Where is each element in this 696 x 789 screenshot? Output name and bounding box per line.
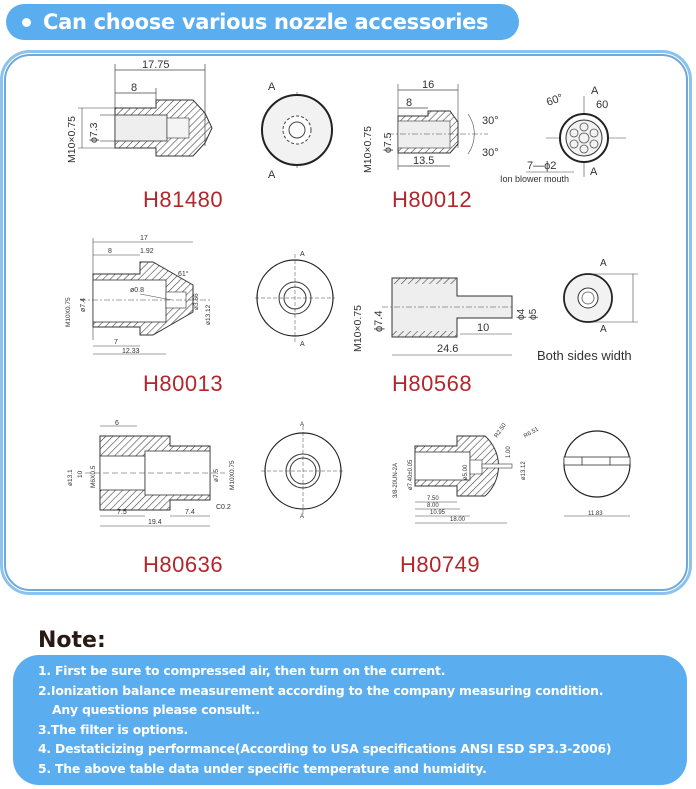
svg-text:6: 6: [115, 420, 119, 427]
nozzle-code-h80568: H80568: [392, 371, 473, 396]
svg-text:17: 17: [140, 235, 148, 242]
svg-text:3/8-20UN-2A: 3/8-20UN-2A: [393, 462, 399, 498]
bullet-icon: [22, 18, 31, 27]
note-item-5: 5. The above table data under specific temperature and humidity.: [38, 760, 487, 776]
svg-text:12.33: 12.33: [122, 348, 140, 355]
drawing-h80636-section: [60, 418, 250, 528]
svg-text:8: 8: [108, 248, 112, 255]
svg-text:16: 16: [422, 79, 435, 91]
section-title: Can choose various nozzle accessories: [43, 10, 489, 34]
nozzle-code-h80749: H80749: [400, 552, 481, 577]
drawing-h80636-end: [258, 420, 348, 520]
svg-text:1.00: 1.00: [506, 446, 512, 458]
svg-text:10: 10: [77, 470, 84, 478]
svg-text:R2.50: R2.50: [493, 422, 508, 440]
drawing-h81480-section: [60, 58, 230, 173]
svg-text:18.00: 18.00: [450, 517, 466, 523]
drawing-h80013-end: [250, 248, 340, 348]
drawing-h80749-end: [560, 428, 640, 523]
svg-text:ϕ4: ϕ4: [516, 308, 527, 320]
svg-text:A: A: [300, 514, 305, 520]
svg-text:7—ϕ2: 7—ϕ2: [527, 160, 557, 172]
svg-text:8: 8: [131, 82, 138, 94]
svg-text:M10×0.75: M10×0.75: [66, 116, 78, 163]
note-item-1: 1. First be sure to compressed air, then turn on the current.: [38, 663, 446, 678]
svg-text:ø13.1: ø13.1: [67, 469, 74, 486]
svg-text:30°: 30°: [482, 147, 499, 159]
svg-text:8: 8: [406, 97, 413, 109]
svg-text:C0.2: C0.2: [216, 504, 231, 511]
svg-text:7.5: 7.5: [117, 509, 127, 516]
svg-text:1.92: 1.92: [140, 248, 154, 255]
svg-text:A: A: [300, 422, 305, 428]
svg-text:A: A: [300, 251, 305, 258]
svg-text:A: A: [300, 341, 305, 348]
svg-text:A: A: [591, 85, 599, 97]
svg-text:7: 7: [114, 339, 118, 346]
svg-text:10.95: 10.95: [430, 510, 446, 516]
svg-text:ø7.5: ø7.5: [213, 468, 220, 482]
drawing-h80568-section: [352, 262, 552, 362]
svg-text:ϕ5: ϕ5: [528, 308, 539, 320]
svg-text:7.4: 7.4: [185, 509, 195, 516]
svg-text:8.00: 8.00: [427, 503, 439, 509]
svg-text:A: A: [268, 81, 276, 93]
drawing-h80012-section: [358, 78, 518, 178]
svg-text:R6.51: R6.51: [523, 426, 540, 440]
nozzle-code-h80013: H80013: [143, 371, 224, 396]
svg-text:19.4: 19.4: [148, 519, 162, 526]
svg-text:11.83: 11.83: [588, 511, 603, 517]
svg-text:30°: 30°: [482, 115, 499, 127]
svg-text:ϕ7.5: ϕ7.5: [382, 132, 394, 153]
drawing-h80013-section: [60, 230, 230, 355]
svg-text:24.6: 24.6: [437, 343, 459, 355]
svg-text:ø7.40±0.05: ø7.40±0.05: [408, 459, 414, 490]
svg-text:ø13.12: ø13.12: [521, 461, 527, 480]
svg-text:M6X0.5: M6X0.5: [90, 465, 97, 488]
svg-text:A: A: [600, 324, 607, 335]
svg-text:M10×0.75: M10×0.75: [362, 126, 374, 173]
svg-text:A: A: [600, 258, 607, 269]
svg-text:M10X0.75: M10X0.75: [65, 297, 72, 327]
drawing-h80012-end: [496, 82, 676, 187]
svg-text:A: A: [268, 169, 276, 180]
svg-text:ϕ7.3: ϕ7.3: [88, 122, 100, 143]
svg-text:60: 60: [596, 99, 609, 111]
nozzle-code-h81480: H81480: [143, 187, 224, 212]
notes-box: [13, 655, 687, 785]
svg-text:ø0.8: ø0.8: [130, 287, 145, 294]
svg-text:ϕ7.4: ϕ7.4: [373, 310, 385, 332]
drawing-h80749-section: [375, 418, 545, 528]
svg-text:7.50: 7.50: [427, 496, 439, 502]
svg-text:ø13.12: ø13.12: [205, 304, 212, 325]
note-item-3: 3.The filter is options.: [38, 721, 189, 737]
note-item-2: 2.Ionization balance measurement according to the company measuring condition.: [38, 682, 604, 698]
svg-text:10: 10: [477, 322, 490, 334]
notes-title: Note:: [38, 628, 106, 653]
svg-text:ø5.00: ø5.00: [463, 464, 469, 480]
note-item-2-cont: Any questions please consult..: [52, 702, 260, 718]
section-header: [6, 4, 519, 40]
svg-text:Ion blower mouth: Ion blower mouth: [500, 174, 570, 184]
drawing-h81480-end: [252, 80, 342, 180]
note-item-4: 4. Destaticizing performance(According to USA specifications ANSI ESD SP3.3-2006): [38, 741, 612, 757]
svg-text:13.5: 13.5: [413, 155, 435, 167]
svg-text:17.75: 17.75: [142, 59, 170, 71]
svg-text:ø7.4: ø7.4: [80, 297, 87, 312]
nozzle-code-h80636: H80636: [143, 552, 224, 577]
svg-text:A: A: [590, 166, 598, 178]
svg-text:M10×0.75: M10×0.75: [352, 305, 364, 352]
svg-text:61°: 61°: [178, 271, 189, 278]
svg-text:60°: 60°: [544, 91, 565, 109]
svg-text:M10X0.75: M10X0.75: [229, 460, 236, 490]
drawing-h80568-end: [548, 252, 658, 342]
nozzle-code-h80012: H80012: [392, 187, 473, 212]
both-sides-width-label: Both sides width: [537, 348, 632, 363]
svg-text:ø3.66: ø3.66: [193, 293, 200, 310]
